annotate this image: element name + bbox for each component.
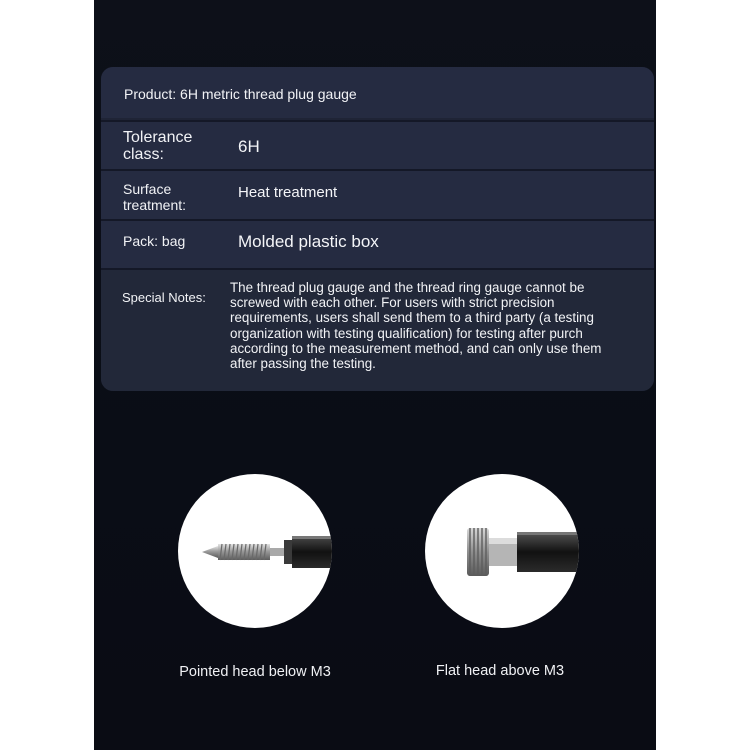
- flat-gauge-image: [425, 474, 579, 628]
- notes-line: according to the measurement method, and can only use them: [230, 340, 602, 356]
- tolerance-key: Tolerance class:: [123, 129, 193, 163]
- product-label: Product: 6H metric thread plug gauge: [124, 86, 357, 102]
- spec-table: [101, 67, 654, 391]
- product-row: [101, 67, 654, 118]
- pointed-gauge-illustration: [178, 474, 332, 628]
- surface-value: Heat treatment: [238, 184, 338, 201]
- notes-row: [101, 268, 654, 391]
- notes-key: Special Notes:: [122, 290, 206, 305]
- notes-line: organization with testing qualification) for testing after purch: [230, 325, 583, 341]
- pack-row: [101, 219, 654, 268]
- surface-row: [101, 169, 654, 219]
- pack-key: Pack: bag: [123, 233, 186, 249]
- notes-text: [230, 280, 654, 371]
- tolerance-row: [101, 120, 654, 169]
- pointed-head-caption: Pointed head below M3: [179, 664, 331, 680]
- product-detail-panel: [94, 0, 656, 750]
- notes-line: requirements, users shall send them to a third party (a testing: [230, 310, 594, 326]
- flat-head-caption: Flat head above M3: [435, 663, 565, 679]
- surface-key: Surface treatment:: [123, 181, 187, 213]
- tolerance-value: 6H: [238, 137, 260, 156]
- notes-line: screwed with each other. For users with strict precision: [230, 295, 555, 311]
- pointed-gauge-image: [178, 474, 332, 628]
- flat-gauge-illustration: [425, 474, 579, 628]
- pack-value: Molded plastic box: [238, 232, 379, 251]
- notes-line: The thread plug gauge and the thread ring gauge cannot be: [230, 280, 585, 295]
- notes-line: after passing the testing.: [230, 356, 376, 372]
